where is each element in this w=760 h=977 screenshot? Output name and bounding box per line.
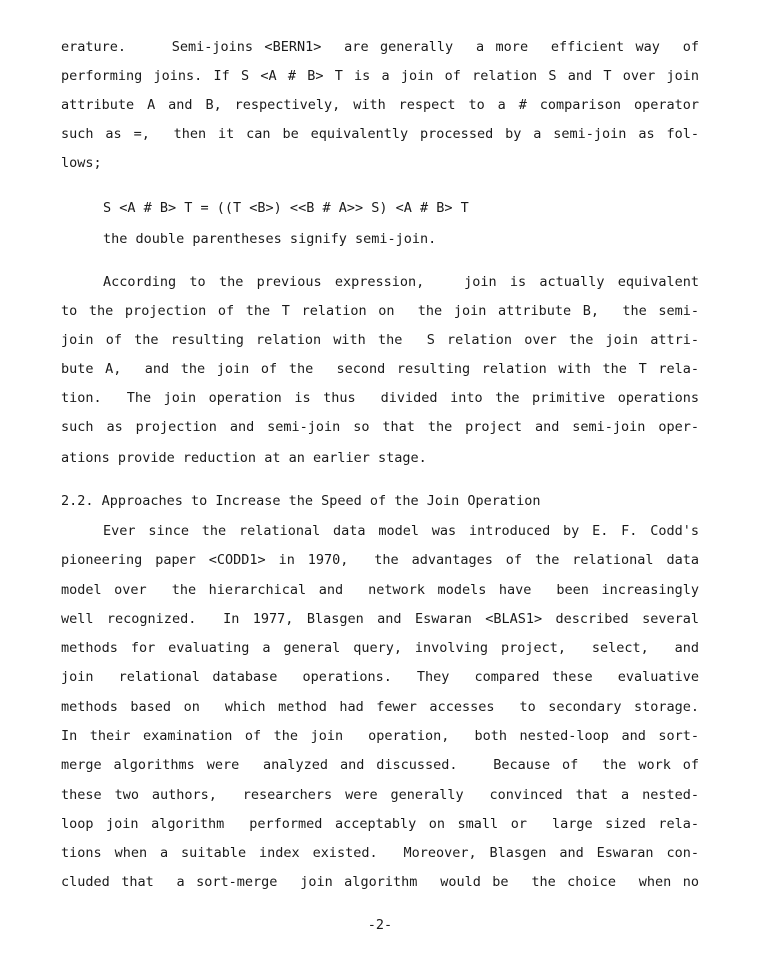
text-line: pioneering paper <CODD1> in 1970, the advantages of the relational data (61, 552, 699, 568)
text-line: to the projection of the T relation on the join attribute B, the semi- (61, 303, 699, 319)
text-line: join relational database operations. They compared these evaluative (61, 669, 699, 685)
text-line: cluded that a sort-merge join algorithm would be the choice when no (61, 874, 699, 890)
text-line: loop join algorithm performed acceptably on small or large sized rela- (61, 816, 699, 832)
section-heading: 2.2. Approaches to Increase the Speed of the Join Operation (61, 493, 541, 509)
formula-note: the double parentheses signify semi-join. (103, 231, 437, 247)
semi-join-formula: S <A # B> T = ((T <B>) <<B # A>> S) <A # B> T (103, 200, 469, 216)
text-line: According to the previous expression, join is actually equivalent (103, 274, 699, 290)
text-line: ations provide reduction at an earlier stage. (61, 450, 427, 466)
text-line: tions when a suitable index existed. Moreover, Blasgen and Eswaran con- (61, 845, 699, 861)
text-line: such as projection and semi-join so that the project and semi-join oper- (61, 419, 699, 435)
text-line: tion. The join operation is thus divided into the primitive operations (61, 390, 699, 406)
text-line: Ever since the relational data model was introduced by E. F. Codd's (103, 523, 699, 539)
page-number: -2- (367, 917, 393, 933)
text-line: performing joins. If S <A # B> T is a join of relation S and T over join (61, 68, 699, 84)
text-line: model over the hierarchical and network models have been increasingly (61, 582, 699, 598)
text-line: lows; (61, 155, 102, 171)
text-line: erature. Semi-joins <BERN1> are generally a more efficient way of (61, 39, 699, 55)
text-line: merge algorithms were analyzed and discussed. Because of the work of (61, 757, 699, 773)
text-line: bute A, and the join of the second resulting relation with the T rela- (61, 361, 699, 377)
text-line: In their examination of the join operation, both nested-loop and sort- (61, 728, 699, 744)
text-line: methods based on which method had fewer accesses to secondary storage. (61, 699, 699, 715)
text-line: join of the resulting relation with the S relation over the join attri- (61, 332, 699, 348)
text-line: methods for evaluating a general query, involving project, select, and (61, 640, 699, 656)
text-line: attribute A and B, respectively, with respect to a # comparison operator (61, 97, 699, 113)
text-line: these two authors, researchers were generally convinced that a nested- (61, 787, 699, 803)
text-line: such as =, then it can be equivalently processed by a semi-join as fol- (61, 126, 699, 142)
text-line: well recognized. In 1977, Blasgen and Eswaran <BLAS1> described several (61, 611, 699, 627)
